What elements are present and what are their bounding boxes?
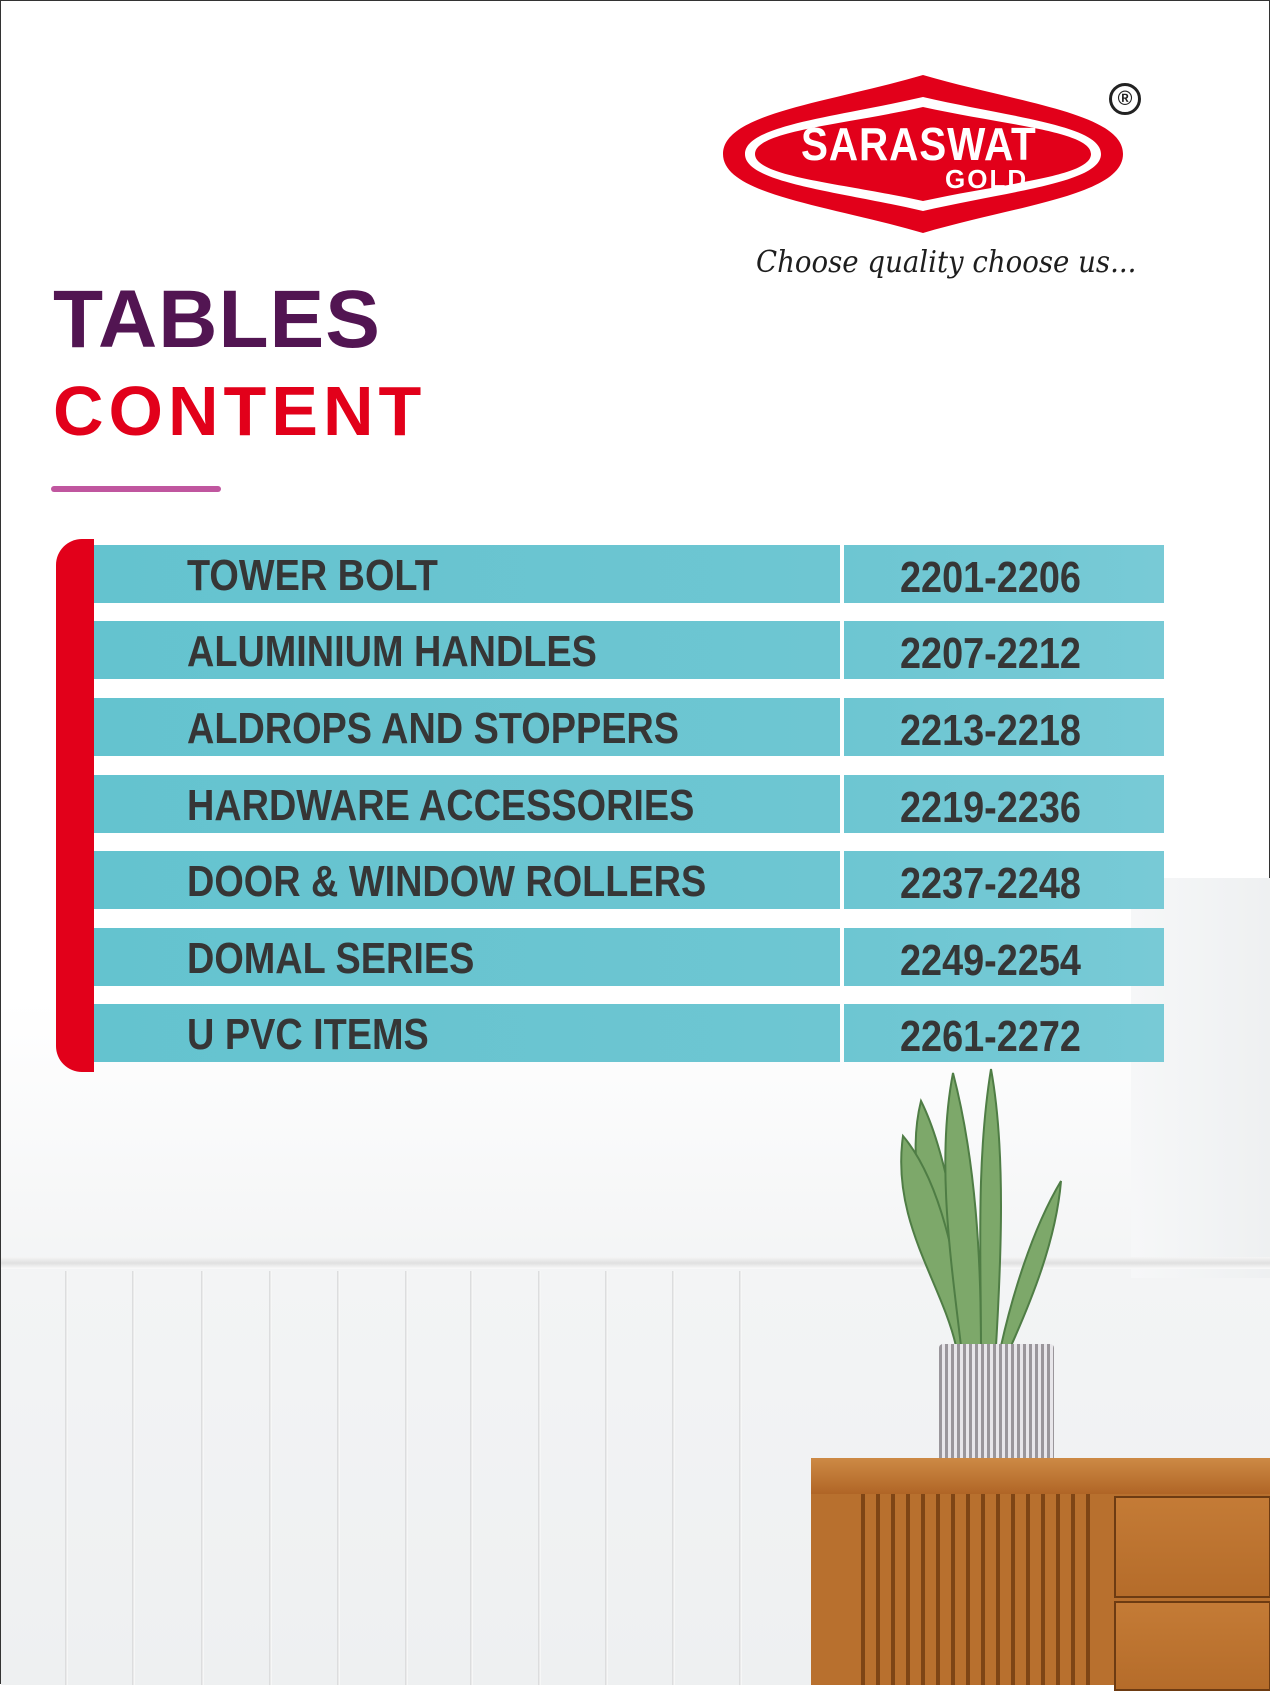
row-name: DOMAL SERIES — [187, 934, 475, 983]
row-name: DOOR & WINDOW ROLLERS — [187, 857, 707, 906]
panel-line — [739, 1271, 742, 1685]
table-row[interactable] — [94, 851, 1164, 909]
table-accent-bar — [56, 539, 94, 1072]
panel-line — [605, 1271, 608, 1685]
panel-line — [337, 1271, 340, 1685]
row-pages-cell — [844, 698, 1164, 756]
row-name-cell — [94, 851, 840, 909]
brand-name: SARASWAT — [801, 118, 1037, 170]
cabinet-slat — [921, 1494, 925, 1685]
row-pages: 2249-2254 — [900, 936, 1081, 985]
cabinet-slat — [951, 1494, 955, 1685]
table-row[interactable] — [94, 621, 1164, 679]
cabinet-drawer — [1114, 1601, 1270, 1691]
cabinet-slat — [1011, 1494, 1015, 1685]
row-name-cell — [94, 1004, 840, 1062]
cabinet-slat — [1026, 1494, 1030, 1685]
row-name: ALDROPS AND STOPPERS — [187, 704, 680, 753]
row-pages-cell — [844, 851, 1164, 909]
row-pages-cell — [844, 775, 1164, 833]
row-pages: 2213-2218 — [900, 706, 1081, 755]
heading-content: CONTENT — [53, 372, 427, 450]
panel-line — [672, 1271, 675, 1685]
cabinet-slat — [981, 1494, 985, 1685]
cabinet-slat — [996, 1494, 1000, 1685]
row-name: HARDWARE ACCESSORIES — [187, 781, 695, 830]
table-row[interactable] — [94, 928, 1164, 986]
cabinet-slat — [1041, 1494, 1045, 1685]
cabinet-slat — [906, 1494, 910, 1685]
cabinet-slat — [1086, 1494, 1090, 1685]
cabinet-slat — [1071, 1494, 1075, 1685]
panel-line — [470, 1271, 473, 1685]
panel-line — [405, 1271, 408, 1685]
row-pages: 2237-2248 — [900, 859, 1081, 908]
plant-pot — [939, 1344, 1054, 1473]
row-name: ALUMINIUM HANDLES — [187, 627, 597, 676]
table-row[interactable] — [94, 1004, 1164, 1062]
heading-tables: TABLES — [53, 274, 381, 365]
panel-line — [201, 1271, 204, 1685]
cabinet-slat — [861, 1494, 865, 1685]
row-pages-cell — [844, 621, 1164, 679]
tagline: Choose quality choose us... — [756, 245, 1137, 280]
brand-sub: GOLD — [945, 164, 1029, 194]
row-pages: 2219-2236 — [900, 783, 1081, 832]
row-name-cell — [94, 775, 840, 833]
row-pages-cell — [844, 545, 1164, 603]
registered-mark: ® — [1109, 83, 1141, 115]
plant-icon — [881, 1061, 1081, 1351]
cabinet-slat — [1056, 1494, 1060, 1685]
table-row[interactable] — [94, 775, 1164, 833]
row-pages: 2261-2272 — [900, 1012, 1081, 1061]
row-name-cell — [94, 545, 840, 603]
cabinet-drawer — [1114, 1496, 1270, 1598]
row-name-cell — [94, 698, 840, 756]
cabinet-slat — [966, 1494, 970, 1685]
heading-underline — [51, 486, 221, 492]
panel-line — [269, 1271, 272, 1685]
row-pages-cell — [844, 928, 1164, 986]
cabinet-slat — [936, 1494, 940, 1685]
row-name-cell — [94, 928, 840, 986]
row-pages: 2201-2206 — [900, 553, 1081, 602]
cabinet-top — [811, 1458, 1270, 1494]
panel-line — [65, 1271, 68, 1685]
table-row[interactable] — [94, 698, 1164, 756]
row-pages: 2207-2212 — [900, 629, 1081, 678]
cabinet-slat — [876, 1494, 880, 1685]
row-name: TOWER BOLT — [187, 551, 438, 600]
cabinet-slat — [891, 1494, 895, 1685]
table-row[interactable] — [94, 545, 1164, 603]
row-name: U PVC ITEMS — [187, 1010, 429, 1059]
row-name-cell — [94, 621, 840, 679]
row-pages-cell — [844, 1004, 1164, 1062]
panel-line — [538, 1271, 541, 1685]
panel-line — [132, 1271, 135, 1685]
